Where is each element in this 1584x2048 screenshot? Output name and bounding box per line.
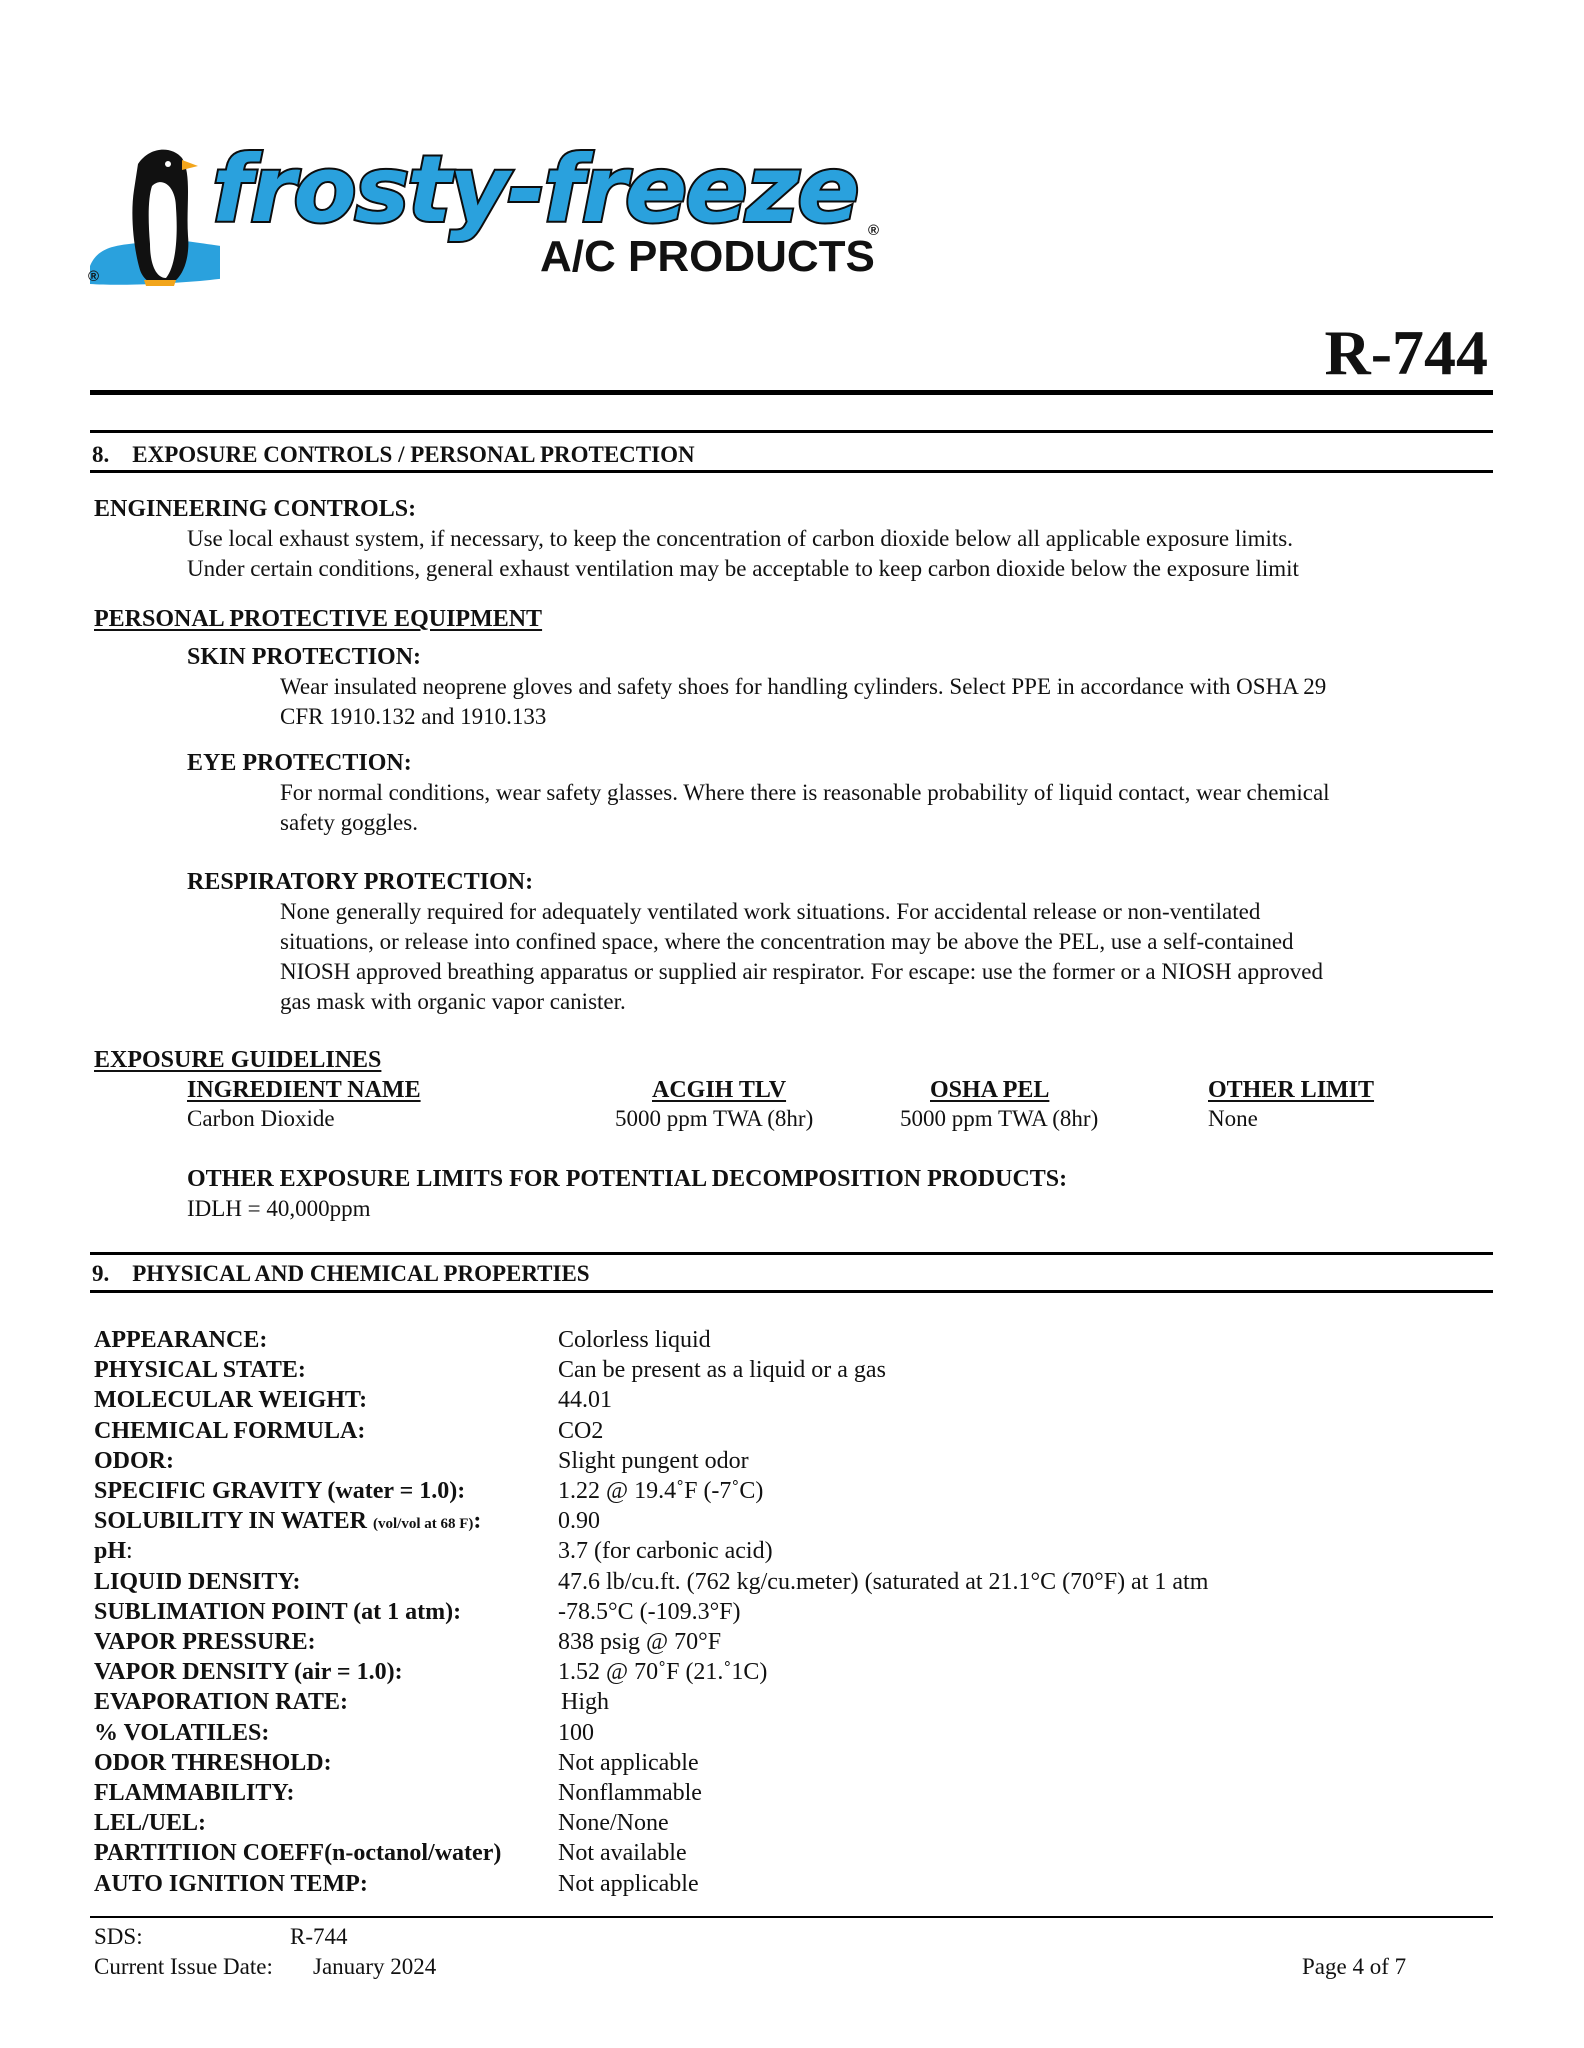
property-label xyxy=(94,1718,269,1748)
property-value: None/None xyxy=(558,1810,669,1836)
product-code: R-744 xyxy=(1324,317,1488,388)
property-label xyxy=(94,1687,348,1717)
property-label xyxy=(94,1476,465,1506)
table-cell-ingredient: Carbon Dioxide xyxy=(187,1106,335,1131)
footer-page-number: Page 4 of 7 xyxy=(1302,1954,1407,1979)
property-value: 47.6 lb/cu.ft. (762 kg/cu.meter) (saturated at 21.1°C (70°F) at 1 atm xyxy=(558,1569,1209,1595)
respiratory-protection-title: RESPIRATORY PROTECTION: xyxy=(187,869,534,895)
registered-mark: ® xyxy=(868,222,880,239)
footer-sds-value: R-744 xyxy=(290,1924,348,1949)
property-label xyxy=(94,1355,306,1385)
frosty-freeze-logo xyxy=(88,136,890,295)
property-label-text: MOLECULAR WEIGHT: xyxy=(94,1387,368,1413)
footer-sds-label: SDS: xyxy=(94,1924,143,1949)
other-limits-value: IDLH = 40,000ppm xyxy=(187,1196,371,1221)
property-value: CO2 xyxy=(558,1418,604,1444)
property-value: 1.52 @ 70˚F (21.˚1C) xyxy=(558,1659,768,1685)
section-rule xyxy=(90,1290,1493,1293)
property-value: Colorless liquid xyxy=(558,1327,711,1353)
property-value: 838 psig @ 70°F xyxy=(558,1629,722,1655)
property-value: 1.22 @ 19.4˚F (-7˚C) xyxy=(558,1478,764,1504)
property-value: High xyxy=(561,1689,609,1715)
property-value: Can be present as a liquid or a gas xyxy=(558,1357,886,1383)
property-label xyxy=(94,1416,365,1446)
eye-protection-line: For normal conditions, wear safety glasses. Where there is reasonable probability of liquid contact, wear chemical xyxy=(280,780,1330,805)
property-label-text: ODOR: xyxy=(94,1448,174,1474)
property-label xyxy=(94,1446,174,1476)
section-rule xyxy=(90,1252,1493,1255)
property-label xyxy=(94,1657,403,1687)
section-8-heading: 8. EXPOSURE CONTROLS / PERSONAL PROTECTION xyxy=(92,442,695,467)
property-label xyxy=(94,1567,301,1597)
registered-mark: ® xyxy=(88,268,100,285)
property-value: -78.5°C (-109.3°F) xyxy=(558,1599,741,1625)
property-label-text: VAPOR PRESSURE: xyxy=(94,1629,316,1655)
property-label-text: AUTO IGNITION TEMP: xyxy=(94,1871,368,1897)
skin-protection-line: CFR 1910.132 and 1910.133 xyxy=(280,704,547,729)
section-rule xyxy=(90,430,1493,433)
table-cell-other: None xyxy=(1208,1106,1258,1131)
property-label-text: LIQUID DENSITY: xyxy=(94,1569,301,1595)
property-label-text: PARTITIION COEFF(n-octanol/water) xyxy=(94,1840,502,1866)
table-header-ingredient: INGREDIENT NAME xyxy=(187,1077,421,1103)
property-label xyxy=(94,1597,461,1627)
table-cell-osha: 5000 ppm TWA (8hr) xyxy=(900,1106,1099,1131)
respiratory-protection-line: gas mask with organic vapor canister. xyxy=(280,989,626,1014)
table-header-other: OTHER LIMIT xyxy=(1208,1077,1375,1103)
property-label-text: CHEMICAL FORMULA: xyxy=(94,1418,366,1444)
property-label xyxy=(94,1838,501,1868)
footer-issue-value: January 2024 xyxy=(313,1954,437,1979)
footer-issue-label: Current Issue Date: xyxy=(94,1954,273,1979)
property-label-text: PHYSICAL STATE: xyxy=(94,1357,306,1383)
property-label-suffix: : xyxy=(126,1538,133,1564)
property-value: 44.01 xyxy=(558,1387,612,1413)
property-value: 3.7 (for carbonic acid) xyxy=(558,1538,773,1564)
property-label xyxy=(94,1748,332,1778)
table-cell-acgih: 5000 ppm TWA (8hr) xyxy=(615,1106,814,1131)
ppe-title: PERSONAL PROTECTIVE EQUIPMENT xyxy=(94,606,543,632)
engineering-controls-title: ENGINEERING CONTROLS: xyxy=(94,496,417,522)
property-label-text: SPECIFIC GRAVITY (water = 1.0): xyxy=(94,1478,466,1504)
property-label-text: APPEARANCE: xyxy=(94,1327,268,1353)
property-value: Nonflammable xyxy=(558,1780,702,1806)
property-label-note: (vol/vol at 68 F) xyxy=(372,1516,474,1532)
section-9-heading: 9. PHYSICAL AND CHEMICAL PROPERTIES xyxy=(92,1261,590,1286)
property-label-text: LEL/UEL: xyxy=(94,1810,207,1836)
exposure-guidelines-title: EXPOSURE GUIDELINES xyxy=(94,1047,382,1073)
skin-protection-line: Wear insulated neoprene gloves and safety shoes for handling cylinders. Select PPE in accordance with OSHA 29 xyxy=(280,674,1327,699)
property-label xyxy=(94,1506,481,1539)
property-label xyxy=(94,1536,133,1566)
eye-protection-title: EYE PROTECTION: xyxy=(187,750,412,776)
logo-subtitle: A/C PRODUCTS xyxy=(540,232,875,281)
property-value: Slight pungent odor xyxy=(558,1448,749,1474)
property-value: 0.90 xyxy=(558,1508,600,1534)
property-label xyxy=(94,1808,206,1838)
skin-protection-title: SKIN PROTECTION: xyxy=(187,644,422,670)
property-label-text: pH xyxy=(94,1538,127,1564)
respiratory-protection-line: None generally required for adequately ventilated work situations. For accidental release or non-ventilated xyxy=(280,899,1261,924)
footer-rule xyxy=(90,1916,1493,1918)
property-label-text: SOLUBILITY IN WATER xyxy=(94,1508,367,1534)
logo-brand-text: frosty-freeze xyxy=(212,136,858,243)
property-label-text: ODOR THRESHOLD: xyxy=(94,1750,332,1776)
table-header-acgih: ACGIH TLV xyxy=(652,1077,787,1103)
respiratory-protection-line: situations, or release into confined space, where the concentration may be above the PEL, use a self-contained xyxy=(280,929,1294,954)
property-label xyxy=(94,1385,367,1415)
property-value: Not applicable xyxy=(558,1871,699,1897)
property-label xyxy=(94,1627,316,1657)
engineering-controls-line: Under certain conditions, general exhaust ventilation may be acceptable to keep carbon dioxide below the exposure limit xyxy=(187,556,1299,581)
property-label-text: % VOLATILES: xyxy=(94,1720,270,1746)
property-label-text: EVAPORATION RATE: xyxy=(94,1689,349,1715)
penguin-icon xyxy=(90,146,220,286)
respiratory-protection-line: NIOSH approved breathing apparatus or supplied air respirator. For escape: use the former or a NIOSH approved xyxy=(280,959,1323,984)
property-value: Not applicable xyxy=(558,1750,699,1776)
property-label xyxy=(94,1325,267,1355)
other-limits-title: OTHER EXPOSURE LIMITS FOR POTENTIAL DECOMPOSITION PRODUCTS: xyxy=(187,1166,1068,1192)
property-label xyxy=(94,1778,294,1808)
property-label-suffix: : xyxy=(473,1508,482,1534)
property-label-text: FLAMMABILITY: xyxy=(94,1780,295,1806)
property-value: 100 xyxy=(558,1720,594,1746)
table-header-osha: OSHA PEL xyxy=(930,1077,1050,1103)
property-label-text: VAPOR DENSITY (air = 1.0): xyxy=(94,1659,403,1685)
property-label xyxy=(94,1869,368,1899)
property-label-text: SUBLIMATION POINT (at 1 atm): xyxy=(94,1599,462,1625)
header-rule xyxy=(90,390,1493,395)
eye-protection-line: safety goggles. xyxy=(280,810,418,835)
property-value: Not available xyxy=(558,1840,687,1866)
engineering-controls-line: Use local exhaust system, if necessary, to keep the concentration of carbon dioxide below all applicable exposure limits. xyxy=(187,526,1293,551)
section-rule xyxy=(90,470,1493,473)
